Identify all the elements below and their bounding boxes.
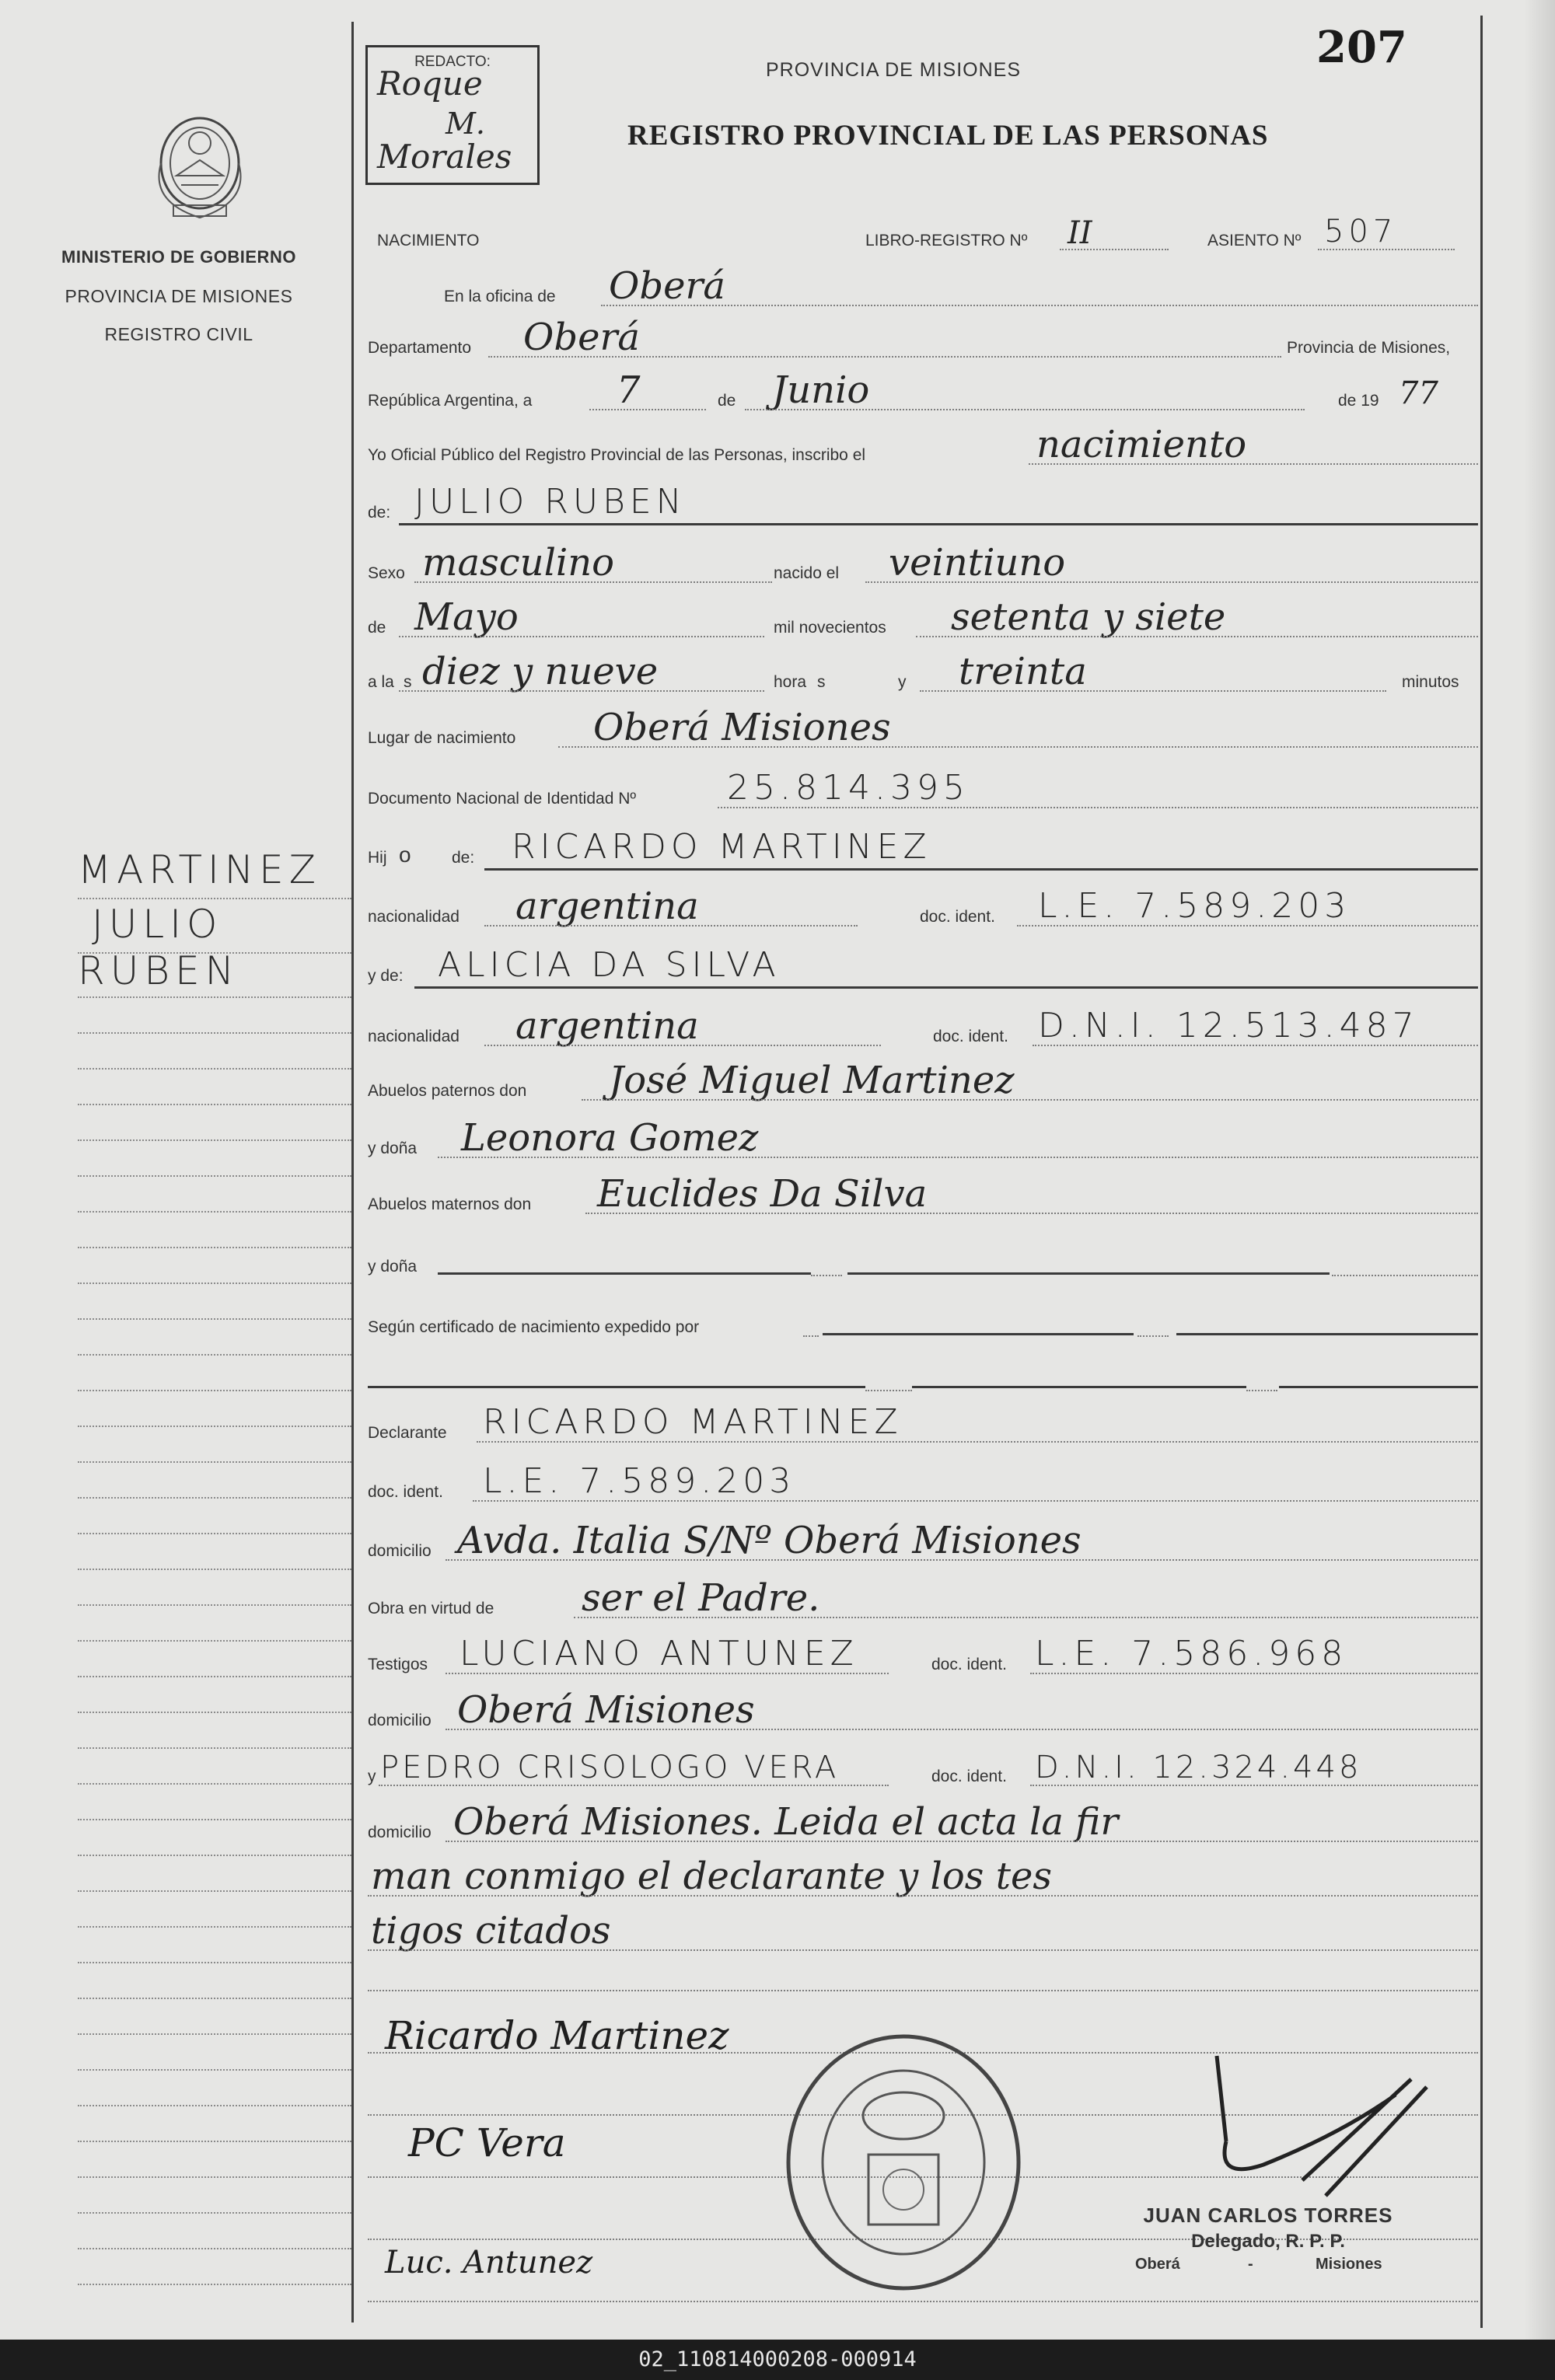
margin-rule: [78, 1139, 351, 1141]
margin-note-surname: MARTINEZ: [78, 847, 321, 892]
sexo-value: masculino: [422, 541, 615, 585]
dotted-line: [585, 1213, 1478, 1214]
padre-value: RICARDO MARTINEZ: [512, 827, 931, 867]
hora-label: hora: [774, 673, 807, 691]
declarante-doc-value: L.E. 7.589.203: [483, 1461, 796, 1501]
solid-line: [1176, 1333, 1478, 1335]
testigo2-doc-value: D.N.I. 12.324.448: [1035, 1750, 1362, 1785]
redacto-label: REDACTO:: [414, 54, 491, 70]
libro-label: LIBRO-REGISTRO Nº: [865, 232, 1028, 250]
margin-rule: [78, 1032, 351, 1034]
testigo2-value: PEDRO CRISOLOGO VERA: [380, 1750, 840, 1785]
oficina-row: [368, 264, 1478, 311]
image-id-label: 02_110814000208-000914: [638, 2347, 917, 2371]
de-label: de:: [368, 504, 391, 522]
margin-rule: [78, 2141, 351, 2142]
margin-rule: [78, 1962, 351, 1963]
dotted-line: [1137, 1335, 1169, 1337]
solid-line: [438, 1272, 811, 1275]
margin-rule: [78, 952, 351, 954]
declarante-label: Declarante: [368, 1424, 447, 1442]
madre-row: [368, 947, 1478, 990]
official-seal-icon: [783, 2030, 1024, 2295]
de-label: de: [368, 619, 386, 637]
de-anio-label: de 19: [1338, 392, 1379, 410]
dotted-line: [1029, 463, 1478, 465]
margin-rule: [78, 1890, 351, 1892]
abuelo-paterno-value: José Miguel Martinez: [609, 1059, 1015, 1102]
declarante-signature: Ricardo Martinez: [385, 2013, 729, 2058]
margin-rule: [78, 1819, 351, 1820]
doc-ident-label: doc. ident.: [368, 1483, 443, 1501]
departamento-label: Departamento: [368, 339, 472, 357]
dotted-line: [582, 1099, 1478, 1101]
dotted-line: [865, 1390, 912, 1391]
redacto-handwriting: Roque: [377, 65, 483, 103]
madre-nacionalidad-row: [368, 1004, 1478, 1051]
dotted-line: [1246, 1390, 1277, 1391]
margin-rule: [78, 2212, 351, 2214]
testigo1-domicilio-value: Oberá Misiones: [457, 1688, 755, 1732]
testigo2-row: [368, 1747, 1478, 1791]
dotted-line: [1332, 1275, 1478, 1276]
sexo-row: [368, 541, 1478, 588]
margin-rule: [78, 2105, 351, 2106]
image-footer: [0, 2340, 1555, 2380]
margin-rule: [78, 1461, 351, 1463]
dni-row: [368, 769, 1478, 813]
margin-rule: [78, 2069, 351, 2071]
declarante-domicilio-row: [368, 1519, 1478, 1565]
de-label: de:: [452, 849, 475, 867]
nacido-label: nacido el: [774, 564, 840, 582]
margin-rule: [78, 1533, 351, 1534]
dotted-line: [811, 1275, 842, 1276]
dotted-line: [368, 2301, 1478, 2302]
official-role: Delegado, R. P. P.: [1191, 2231, 1345, 2252]
testigo2-domicilio-value: Oberá Misiones. Leida el acta la fir: [453, 1800, 1119, 1844]
departamento-row: [368, 316, 1478, 362]
dotted-line: [368, 1990, 1478, 1991]
dotted-line: [368, 1949, 1478, 1951]
dotted-line: [473, 1500, 1478, 1502]
obra-value: ser el Padre.: [582, 1576, 820, 1620]
doc-ident-label: doc. ident.: [920, 908, 995, 926]
margin-rule: [78, 1426, 351, 1427]
padre-doc-value: L.E. 7.589.203: [1038, 886, 1351, 926]
dia-value: 7: [617, 368, 641, 412]
margin-rule: [78, 1497, 351, 1499]
dotted-line: [920, 690, 1386, 692]
lugar-row: [368, 706, 1478, 752]
acta-continuation-row: [368, 1909, 1478, 1956]
abuelo-materno-value: Euclides Da Silva: [597, 1172, 928, 1216]
left-panel: [0, 0, 351, 2340]
margin-rule: [78, 1282, 351, 1284]
mil-label: mil novecientos: [774, 619, 886, 637]
acto-row: [368, 423, 1478, 469]
sexo-label: Sexo: [368, 564, 405, 582]
dotted-line: [399, 636, 764, 637]
dotted-line: [1030, 1785, 1478, 1786]
nacionalidad-label: nacionalidad: [368, 908, 460, 926]
dotted-line: [414, 581, 772, 583]
margin-rule: [78, 2248, 351, 2249]
dotted-line: [1033, 1045, 1478, 1046]
margin-rule: [78, 1390, 351, 1391]
nacido-anio-value: setenta y siete: [951, 595, 1226, 639]
nombre-value: JULIO RUBEN: [414, 482, 687, 522]
testigo1-domicilio-row: [368, 1688, 1478, 1735]
dni-label: Documento Nacional de Identidad Nº: [368, 790, 637, 808]
provincia-suffix: Provincia de Misiones,: [1287, 339, 1451, 357]
abuelos-maternos-row: [368, 1172, 1478, 1219]
fecha-row: [368, 368, 1478, 415]
dotted-line: [379, 1785, 889, 1786]
madre-nacionalidad-value: argentina: [515, 1004, 699, 1048]
segun-label: Según certificado de nacimiento expedido por: [368, 1318, 700, 1336]
provincial-emblem-icon: [142, 109, 257, 225]
abuela-materna-row: [368, 1237, 1478, 1281]
abuelos-paternos-row: [368, 1059, 1478, 1105]
oficina-label: En la oficina de: [444, 288, 556, 305]
hora-value: diez y nueve: [422, 650, 659, 693]
margin-rule: [78, 1068, 351, 1070]
testigo1-doc-value: L.E. 7.586.968: [1035, 1634, 1348, 1673]
de-label: de: [718, 392, 736, 410]
hijo-suffix: o: [399, 843, 411, 867]
libro-value: II: [1068, 215, 1092, 251]
lugar-value: Oberá Misiones: [593, 706, 891, 749]
dotted-line: [477, 1441, 1478, 1443]
solid-line: [1279, 1386, 1478, 1388]
y-label: y: [368, 1768, 376, 1785]
declarante-domicilio-value: Avda. Italia S/Nº Oberá Misiones: [457, 1519, 1082, 1562]
birth-record-form: [354, 0, 1481, 2340]
testigo-signature: PC Vera: [408, 2120, 566, 2165]
declarante-value: RICARDO MARTINEZ: [483, 1402, 903, 1442]
testigo1-value: LUCIANO ANTUNEZ: [460, 1634, 858, 1673]
lugar-label: Lugar de nacimiento: [368, 729, 516, 747]
dotted-line: [446, 1559, 1478, 1561]
testigos-label: Testigos: [368, 1656, 428, 1673]
solid-line: [399, 523, 1478, 525]
margin-note-second-name: RUBEN: [78, 948, 240, 993]
dotted-line: [488, 356, 1281, 358]
dotted-line: [865, 581, 1478, 583]
dni-value: 25.814.395: [727, 768, 970, 808]
acto-value: nacimiento: [1036, 423, 1247, 466]
minutos-label: minutos: [1402, 673, 1459, 691]
domicilio-label: domicilio: [368, 1823, 432, 1841]
ydona-label: y doña: [368, 1258, 418, 1275]
dotted-line: [399, 690, 764, 692]
abuela-paterna-value: Leonora Gomez: [461, 1116, 759, 1160]
margin-rule: [78, 1998, 351, 1999]
minutos-value: treinta: [959, 650, 1087, 693]
margin-rule: [78, 898, 351, 899]
nacido-mes-row: [368, 595, 1478, 642]
declarante-doc-row: [368, 1463, 1478, 1506]
dotted-line: [368, 1895, 1478, 1897]
nacido-mes-value: Mayo: [414, 595, 519, 639]
yde-label: y de:: [368, 967, 404, 985]
testigo1-row: [368, 1635, 1478, 1679]
margin-rule: [78, 1211, 351, 1213]
margin-rule: [78, 1855, 351, 1856]
hijo-label: Hij: [368, 849, 387, 867]
margin-rule: [78, 1247, 351, 1248]
margin-rule: [78, 2033, 351, 2035]
ministerio-heading: MINISTERIO DE GOBIERNO: [61, 247, 296, 267]
dotted-line: [916, 636, 1478, 637]
hora-suffix: s: [817, 673, 826, 691]
official-name: JUAN CARLOS TORRES: [1143, 2204, 1393, 2227]
dotted-line: [803, 1335, 819, 1337]
abuela-paterna-row: [368, 1116, 1478, 1163]
alas-label: a la: [368, 673, 394, 691]
dotted-line: [601, 305, 1478, 306]
solid-line: [912, 1386, 1246, 1388]
abuelos-maternos-label: Abuelos maternos don: [368, 1195, 532, 1213]
mes-value: Junio: [772, 368, 870, 412]
oficina-value: Oberá: [609, 264, 726, 308]
dotted-line: [446, 1673, 889, 1674]
padre-nacionalidad-value: argentina: [515, 885, 699, 928]
acta-text: tigos citados: [371, 1909, 611, 1953]
doc-ident-label: doc. ident.: [931, 1768, 1007, 1785]
dotted-line: [1318, 249, 1455, 250]
segun-continuation-row: [368, 1352, 1478, 1396]
dotted-line: [589, 409, 706, 410]
domicilio-label: domicilio: [368, 1712, 432, 1729]
redacto-handwriting: M.: [446, 106, 485, 141]
abuelos-paternos-label: Abuelos paternos don: [368, 1082, 527, 1100]
dotted-line: [1030, 1673, 1478, 1674]
margin-rule: [78, 2176, 351, 2178]
madre-doc-value: D.N.I. 12.513.487: [1038, 1006, 1419, 1045]
dotted-line: [446, 1729, 1478, 1730]
padre-nacionalidad-row: [368, 885, 1478, 931]
redacto-box: [365, 45, 540, 185]
dotted-line: [438, 1157, 1478, 1158]
margin-rule: [78, 2284, 351, 2285]
margin-rule: [78, 1104, 351, 1105]
departamento-value: Oberá: [523, 316, 641, 359]
nombre-row: [368, 483, 1478, 527]
acta-continuation-row: [368, 1855, 1478, 1901]
page-number: 207: [1316, 22, 1407, 73]
margin-rule: [78, 1712, 351, 1713]
official-signature-icon: [1170, 2048, 1466, 2204]
official-place: Misiones: [1316, 2256, 1382, 2273]
padre-row: [368, 829, 1478, 872]
acta-text: man conmigo el declarante y los tes: [371, 1855, 1053, 1898]
madre-value: ALICIA DA SILVA: [438, 945, 781, 985]
solid-line: [414, 986, 1478, 989]
margin-rule: [78, 1676, 351, 1677]
hora-row: [368, 650, 1478, 696]
margin-rule: [78, 1354, 351, 1356]
doc-ident-label: doc. ident.: [933, 1028, 1008, 1045]
solid-line: [823, 1333, 1134, 1335]
official-place: Oberá: [1135, 2256, 1180, 2273]
domicilio-label: domicilio: [368, 1542, 432, 1560]
asiento-value: 507: [1324, 214, 1398, 250]
dotted-line: [1017, 925, 1478, 927]
solid-line: [484, 868, 1478, 871]
nacido-dia-value: veintiuno: [889, 541, 1066, 585]
segun-row: [368, 1298, 1478, 1342]
ydona-label: y doña: [368, 1139, 418, 1157]
margin-rule: [78, 1604, 351, 1606]
margin-rule: [78, 1640, 351, 1642]
dotted-line: [1060, 249, 1169, 250]
official-place-separator: -: [1248, 2256, 1253, 2273]
dotted-line: [484, 925, 858, 927]
obra-row: [368, 1576, 1478, 1623]
testigo-signature: Luc. Antunez: [385, 2245, 593, 2281]
dotted-line: [558, 746, 1478, 748]
provincia-heading: PROVINCIA DE MISIONES: [65, 286, 293, 306]
solid-line: [847, 1272, 1330, 1275]
y-label: y: [898, 673, 907, 691]
margin-rule: [78, 1318, 351, 1320]
margin-rule: [78, 1569, 351, 1570]
margin-rule: [78, 1783, 351, 1785]
redacto-handwriting: Morales: [377, 138, 512, 176]
registry-title: REGISTRO PROVINCIAL DE LAS PERSONAS: [627, 120, 1269, 152]
dotted-line: [446, 1841, 1478, 1842]
margin-rule: [78, 1926, 351, 1928]
doc-ident-label: doc. ident.: [931, 1656, 1007, 1673]
nacimiento-label: NACIMIENTO: [377, 232, 480, 250]
asiento-label: ASIENTO Nº: [1207, 232, 1302, 250]
provincia-heading: PROVINCIA DE MISIONES: [766, 59, 1022, 81]
dotted-line: [574, 1617, 1478, 1618]
alas-suffix: s: [404, 673, 412, 691]
nacionalidad-label: nacionalidad: [368, 1028, 460, 1045]
solid-line: [368, 1386, 865, 1388]
margin-note-first-name: JULIO: [92, 902, 223, 947]
republica-label: República Argentina, a: [368, 392, 533, 410]
dotted-line: [745, 409, 1305, 410]
registro-civil-heading: REGISTRO CIVIL: [104, 324, 253, 344]
margin-rule: [78, 996, 351, 998]
record-header-row: [368, 211, 1478, 255]
obra-label: Obra en virtud de: [368, 1600, 494, 1617]
declarante-row: [368, 1404, 1478, 1447]
testigo2-domicilio-row: [368, 1800, 1478, 1847]
margin-rule: [78, 1747, 351, 1749]
oficial-label: Yo Oficial Público del Registro Provincial de las Personas, inscribo el: [368, 446, 866, 464]
dotted-line: [718, 807, 1478, 808]
margin-rule: [78, 1175, 351, 1177]
dotted-line: [484, 1045, 881, 1046]
anio-value: 77: [1399, 375, 1438, 411]
